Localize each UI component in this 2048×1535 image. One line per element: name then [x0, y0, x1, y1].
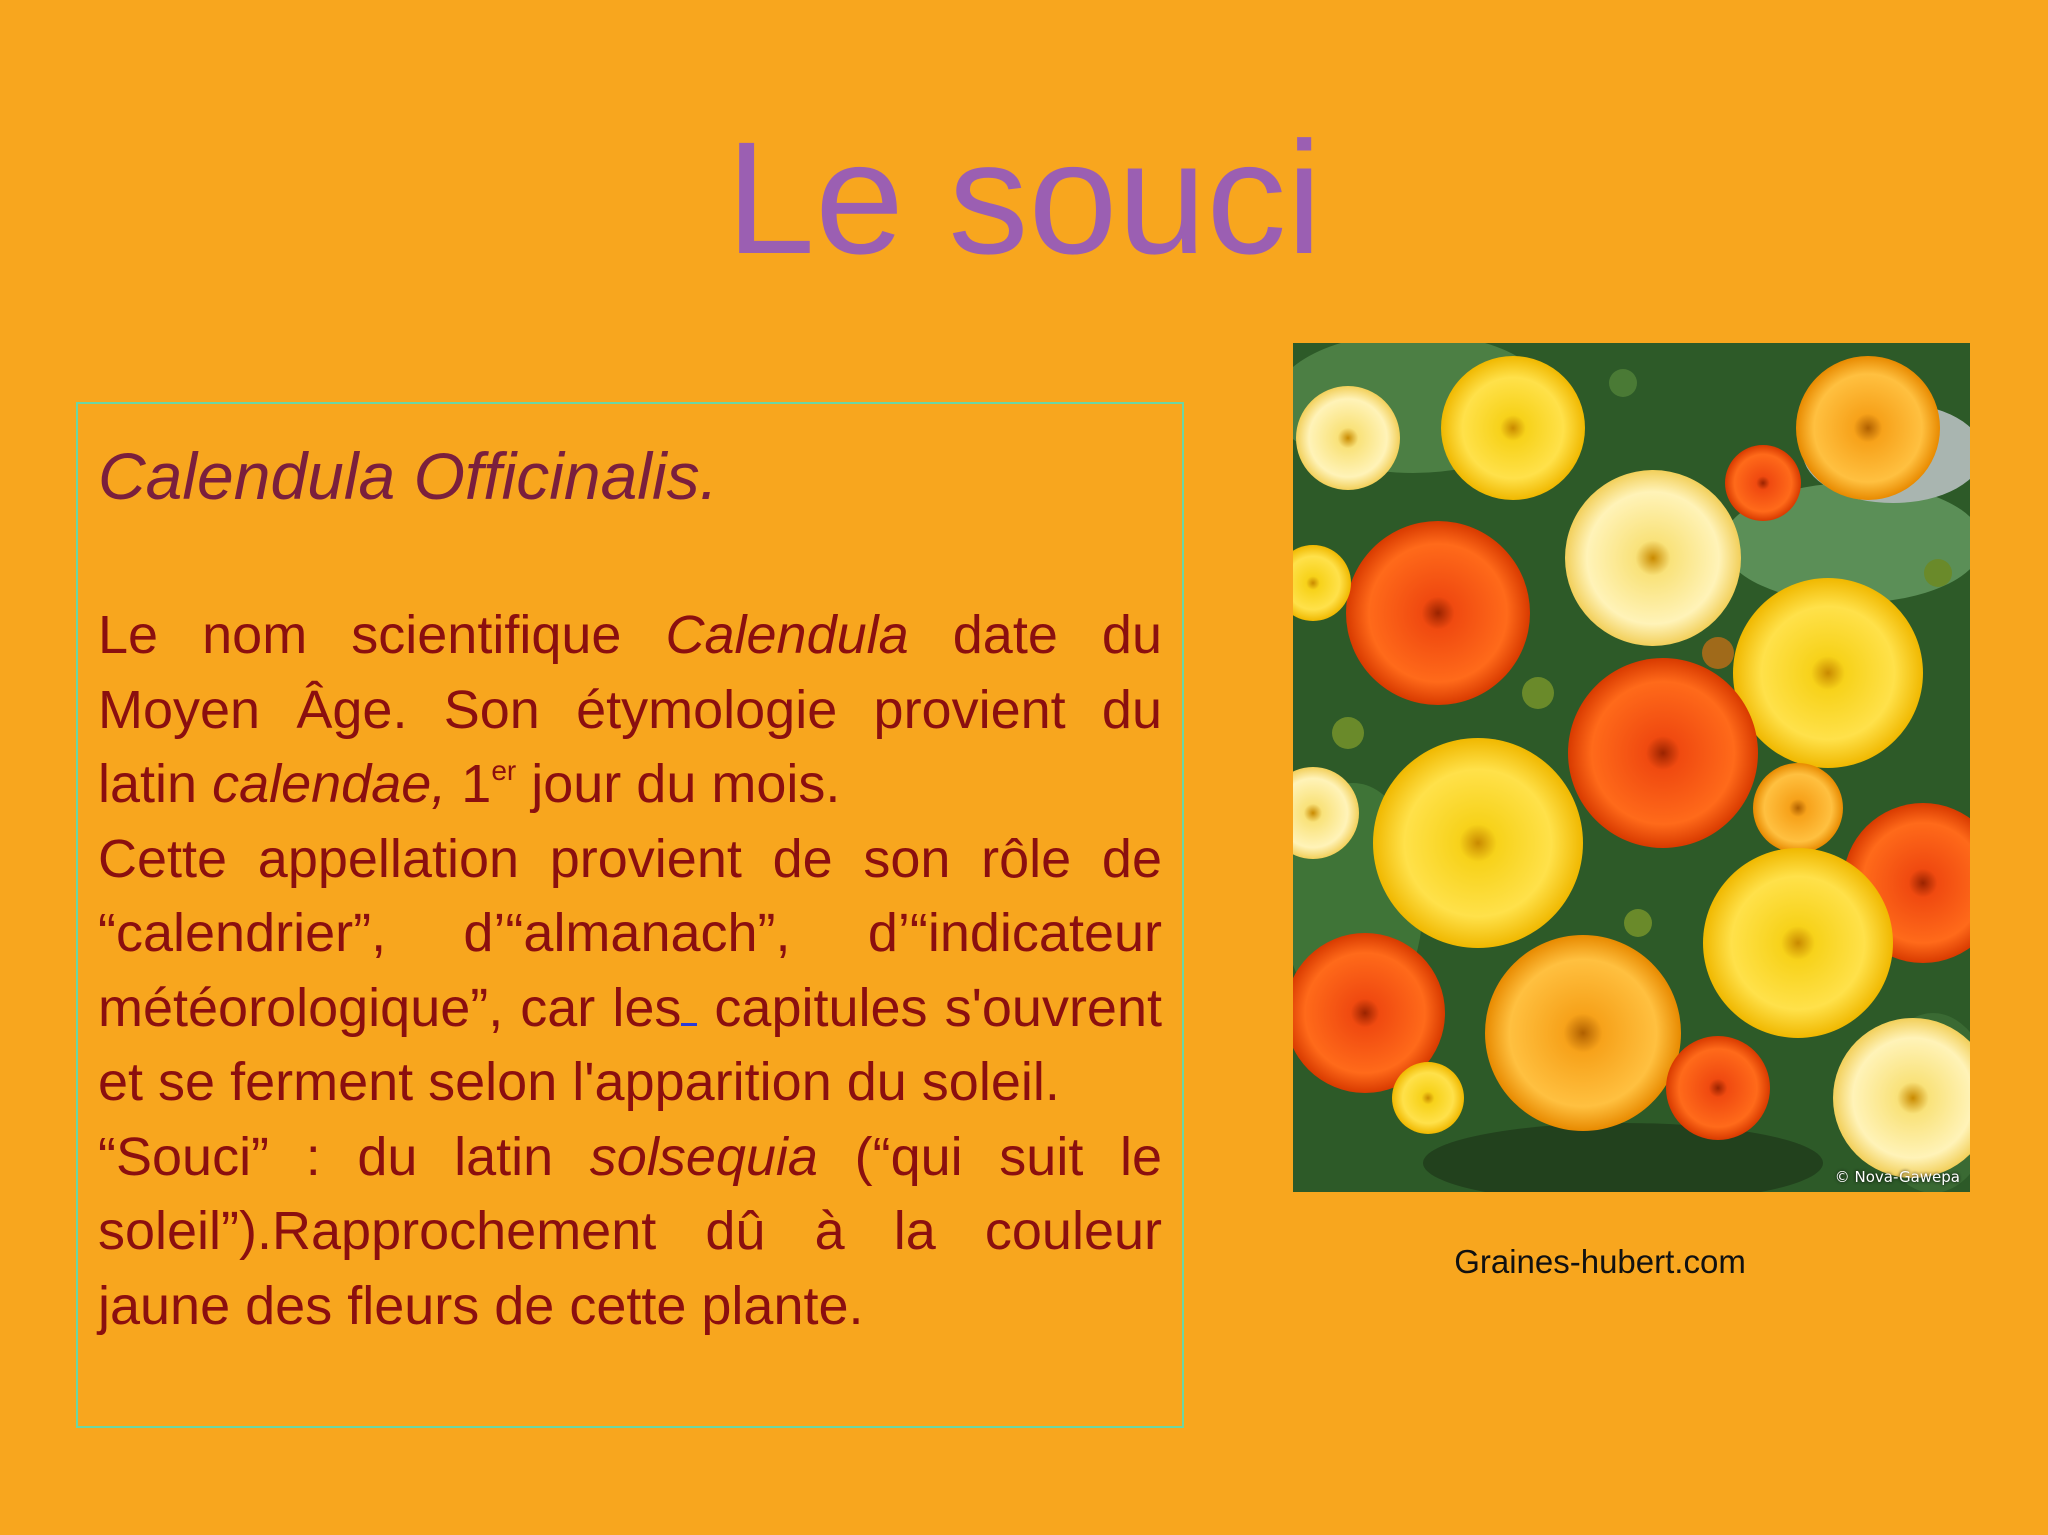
flower-orange: [1725, 445, 1801, 521]
flower-cream: [1565, 470, 1741, 646]
flower-orange: [1346, 521, 1530, 705]
text-box[interactable]: [76, 402, 1184, 1428]
text-run: jour du mois.: [516, 754, 841, 814]
flower-yellow: [1373, 738, 1583, 948]
body-text: [98, 598, 1162, 1343]
flower-amber: [1753, 763, 1843, 853]
italic-run: Calendula: [665, 605, 909, 665]
flower-yellow: [1733, 578, 1923, 768]
marigold-photo[interactable]: [1293, 343, 1970, 1192]
photo-copyright: © Nova-Gawepa: [1834, 1168, 1960, 1186]
text-run: date du Moyen Âge. Son étymologie provient du latin: [98, 605, 1163, 814]
scientific-name: Calendula Officinalis.: [98, 439, 718, 513]
bud: [1702, 637, 1734, 669]
flower-amber: [1485, 935, 1681, 1131]
text-run: capitules s'ouvrent et se ferment selon l'apparition du soleil.: [98, 977, 1162, 1112]
image-caption: Graines-hubert.com: [1454, 1243, 1746, 1280]
bud: [1332, 717, 1364, 749]
italic-run: solsequia: [589, 1126, 818, 1187]
bud: [1924, 559, 1952, 587]
text-run: 1: [446, 754, 492, 814]
flower-yellow: [1392, 1062, 1464, 1134]
text-run: (“qui suit le soleil”).Rapprochement dû à la couleur jaune des fleurs de cette plante.: [98, 1126, 1162, 1336]
flower-cream: [1296, 386, 1400, 490]
flower-amber: [1796, 356, 1940, 500]
text-run: “Souci” : du latin: [98, 1126, 590, 1187]
italic-run: calendae,: [212, 754, 447, 814]
slide-title: Le souci: [726, 108, 1322, 287]
bud: [1522, 677, 1554, 709]
text-run: Le nom scientifique: [98, 605, 666, 665]
paragraph-souci: [98, 1120, 1162, 1344]
bud: [1624, 909, 1652, 937]
flower-orange: [1568, 658, 1758, 848]
paragraph-etymology: [98, 598, 1162, 822]
marigold-illustration: [1293, 343, 1970, 1192]
text-run: Cette appellation provient de son rôle de “calendrier”, d’“almanach”, d’“indicateur météorologique”, car les: [98, 828, 1162, 1038]
bud: [1609, 369, 1637, 397]
flower-yellow: [1703, 848, 1893, 1038]
paragraph-calendar: [98, 822, 1162, 1120]
flower-yellow: [1441, 356, 1585, 500]
superscript: er: [491, 755, 517, 786]
flower-orange: [1666, 1036, 1770, 1140]
underlined-space: [681, 983, 697, 1026]
